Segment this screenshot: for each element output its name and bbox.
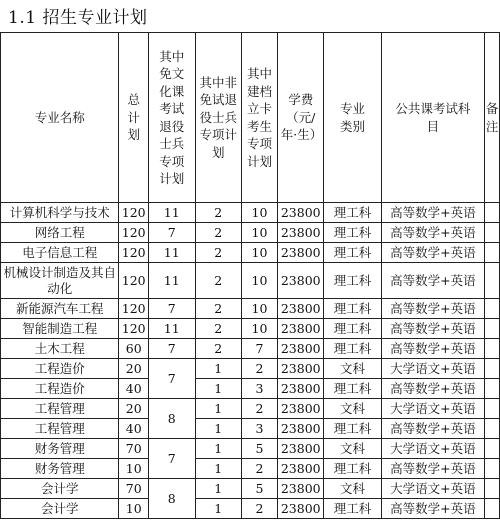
cell-category: 文科 xyxy=(324,479,381,499)
cell-nonexempt-veteran: 2 xyxy=(195,203,242,223)
cell-category: 理工科 xyxy=(324,263,381,299)
table-row xyxy=(1,359,500,379)
cell-fee: 23800 xyxy=(277,419,324,439)
cell-fee: 23800 xyxy=(277,339,324,359)
cell-category: 理工科 xyxy=(324,319,381,339)
cell-card-filed: 10 xyxy=(242,263,278,299)
cell-category: 理工科 xyxy=(324,203,381,223)
cell-total: 10 xyxy=(119,499,149,519)
cell-exempt-veteran: 7 xyxy=(149,339,196,359)
cell-fee: 23800 xyxy=(277,399,324,419)
cell-total: 120 xyxy=(119,299,149,319)
table-row xyxy=(1,299,500,319)
header-note: 备注 xyxy=(485,33,500,203)
table-row xyxy=(1,399,500,419)
cell-exempt-veteran: 7 xyxy=(149,223,196,243)
cell-note xyxy=(485,379,500,399)
cell-exam-subjects: 高等数学+英语 xyxy=(381,379,485,399)
cell-exam-subjects: 高等数学+英语 xyxy=(381,319,485,339)
table-row xyxy=(1,379,500,399)
cell-total: 120 xyxy=(119,223,149,243)
cell-nonexempt-veteran: 2 xyxy=(195,319,242,339)
cell-total: 120 xyxy=(119,319,149,339)
cell-exempt-veteran: 7 xyxy=(149,299,196,319)
cell-major: 工程管理 xyxy=(1,399,119,419)
cell-note xyxy=(485,419,500,439)
cell-fee: 23800 xyxy=(277,359,324,379)
cell-category: 理工科 xyxy=(324,339,381,359)
header-exam-subjects: 公共课考试科目 xyxy=(381,33,485,203)
cell-nonexempt-veteran: 1 xyxy=(195,359,242,379)
enrollment-plan-table xyxy=(0,32,500,519)
table-row xyxy=(1,203,500,223)
header-major: 专业名称 xyxy=(1,33,119,203)
cell-exam-subjects: 大学语文+英语 xyxy=(381,479,485,499)
cell-card-filed: 10 xyxy=(242,243,278,263)
cell-major: 财务管理 xyxy=(1,439,119,459)
cell-fee: 23800 xyxy=(277,439,324,459)
cell-note xyxy=(485,399,500,419)
cell-nonexempt-veteran: 1 xyxy=(195,479,242,499)
cell-note xyxy=(485,243,500,263)
cell-major: 会计学 xyxy=(1,479,119,499)
cell-nonexempt-veteran: 1 xyxy=(195,499,242,519)
cell-nonexempt-veteran: 2 xyxy=(195,339,242,359)
cell-major: 新能源汽车工程 xyxy=(1,299,119,319)
cell-exam-subjects: 高等数学+英语 xyxy=(381,299,485,319)
cell-major: 工程造价 xyxy=(1,379,119,399)
cell-major: 财务管理 xyxy=(1,459,119,479)
cell-exempt-veteran: 11 xyxy=(149,243,196,263)
cell-card-filed: 2 xyxy=(242,459,278,479)
cell-category: 文科 xyxy=(324,399,381,419)
cell-card-filed: 2 xyxy=(242,399,278,419)
cell-exempt-veteran: 11 xyxy=(149,319,196,339)
cell-total: 40 xyxy=(119,419,149,439)
cell-nonexempt-veteran: 1 xyxy=(195,419,242,439)
cell-note xyxy=(485,223,500,243)
cell-major: 土木工程 xyxy=(1,339,119,359)
cell-exam-subjects: 高等数学+英语 xyxy=(381,459,485,479)
cell-card-filed: 10 xyxy=(242,299,278,319)
cell-nonexempt-veteran: 2 xyxy=(195,263,242,299)
cell-total: 20 xyxy=(119,399,149,419)
cell-fee: 23800 xyxy=(277,263,324,299)
table-row xyxy=(1,459,500,479)
cell-category: 理工科 xyxy=(324,459,381,479)
cell-total: 120 xyxy=(119,203,149,223)
cell-note xyxy=(485,359,500,379)
cell-note xyxy=(485,263,500,299)
cell-fee: 23800 xyxy=(277,459,324,479)
cell-nonexempt-veteran: 1 xyxy=(195,379,242,399)
cell-nonexempt-veteran: 2 xyxy=(195,223,242,243)
cell-note xyxy=(485,203,500,223)
cell-exam-subjects: 大学语文+英语 xyxy=(381,399,485,419)
header-exempt-veteran: 其中免文化课考试退役士兵专项计划 xyxy=(149,33,196,203)
cell-major: 工程管理 xyxy=(1,419,119,439)
header-category: 专业类别 xyxy=(324,33,381,203)
cell-note xyxy=(485,459,500,479)
cell-exempt-veteran: 8 xyxy=(149,479,196,519)
cell-total: 70 xyxy=(119,439,149,459)
cell-category: 理工科 xyxy=(324,299,381,319)
cell-fee: 23800 xyxy=(277,223,324,243)
cell-fee: 23800 xyxy=(277,319,324,339)
cell-total: 120 xyxy=(119,263,149,299)
cell-major: 会计学 xyxy=(1,499,119,519)
table-row xyxy=(1,319,500,339)
cell-note xyxy=(485,499,500,519)
table-row xyxy=(1,223,500,243)
table-header-row xyxy=(1,33,500,203)
cell-exempt-veteran: 11 xyxy=(149,203,196,223)
table-row xyxy=(1,419,500,439)
header-total: 总计划 xyxy=(119,33,149,203)
cell-fee: 23800 xyxy=(277,479,324,499)
cell-category: 文科 xyxy=(324,359,381,379)
cell-exam-subjects: 高等数学+英语 xyxy=(381,263,485,299)
cell-fee: 23800 xyxy=(277,379,324,399)
cell-exempt-veteran: 8 xyxy=(149,399,196,439)
cell-fee: 23800 xyxy=(277,499,324,519)
cell-major: 工程造价 xyxy=(1,359,119,379)
cell-card-filed: 2 xyxy=(242,499,278,519)
cell-nonexempt-veteran: 1 xyxy=(195,459,242,479)
table-row xyxy=(1,439,500,459)
cell-fee: 23800 xyxy=(277,243,324,263)
header-card-filed: 其中建档立卡考生专项计划 xyxy=(242,33,278,203)
cell-fee: 23800 xyxy=(277,203,324,223)
cell-exempt-veteran: 11 xyxy=(149,263,196,299)
cell-fee: 23800 xyxy=(277,299,324,319)
cell-card-filed: 10 xyxy=(242,319,278,339)
cell-nonexempt-veteran: 1 xyxy=(195,439,242,459)
cell-major: 机械设计制造及其自动化 xyxy=(1,263,119,299)
cell-card-filed: 5 xyxy=(242,479,278,499)
cell-category: 理工科 xyxy=(324,499,381,519)
cell-nonexempt-veteran: 2 xyxy=(195,299,242,319)
cell-total: 20 xyxy=(119,359,149,379)
cell-card-filed: 7 xyxy=(242,339,278,359)
header-fee: 学费（元/年·生） xyxy=(277,33,324,203)
cell-exam-subjects: 高等数学+英语 xyxy=(381,499,485,519)
cell-exam-subjects: 高等数学+英语 xyxy=(381,243,485,263)
table-row xyxy=(1,499,500,519)
cell-exam-subjects: 高等数学+英语 xyxy=(381,223,485,243)
cell-card-filed: 10 xyxy=(242,223,278,243)
cell-category: 理工科 xyxy=(324,223,381,243)
cell-category: 理工科 xyxy=(324,243,381,263)
cell-card-filed: 3 xyxy=(242,379,278,399)
cell-exam-subjects: 大学语文+英语 xyxy=(381,439,485,459)
cell-exam-subjects: 大学语文+英语 xyxy=(381,359,485,379)
table-row xyxy=(1,263,500,299)
table-row xyxy=(1,243,500,263)
cell-exam-subjects: 高等数学+英语 xyxy=(381,339,485,359)
cell-major: 智能制造工程 xyxy=(1,319,119,339)
cell-card-filed: 10 xyxy=(242,203,278,223)
cell-total: 10 xyxy=(119,459,149,479)
cell-exempt-veteran: 7 xyxy=(149,439,196,479)
cell-note xyxy=(485,299,500,319)
cell-major: 网络工程 xyxy=(1,223,119,243)
cell-exam-subjects: 高等数学+英语 xyxy=(381,419,485,439)
cell-major: 计算机科学与技术 xyxy=(1,203,119,223)
cell-category: 文科 xyxy=(324,439,381,459)
table-row xyxy=(1,479,500,499)
cell-card-filed: 3 xyxy=(242,419,278,439)
header-nonexempt-veteran: 其中非免试退役士兵专项计划 xyxy=(195,33,242,203)
cell-total: 40 xyxy=(119,379,149,399)
cell-major: 电子信息工程 xyxy=(1,243,119,263)
cell-total: 70 xyxy=(119,479,149,499)
cell-nonexempt-veteran: 2 xyxy=(195,243,242,263)
cell-nonexempt-veteran: 1 xyxy=(195,399,242,419)
cell-note xyxy=(485,479,500,499)
cell-category: 理工科 xyxy=(324,419,381,439)
cell-exam-subjects: 高等数学+英语 xyxy=(381,203,485,223)
cell-total: 120 xyxy=(119,243,149,263)
cell-category: 理工科 xyxy=(324,379,381,399)
cell-total: 60 xyxy=(119,339,149,359)
cell-exempt-veteran: 7 xyxy=(149,359,196,399)
table-row xyxy=(1,339,500,359)
cell-card-filed: 2 xyxy=(242,359,278,379)
section-title: 1.1 招生专业计划 xyxy=(8,8,148,28)
cell-note xyxy=(485,439,500,459)
cell-note xyxy=(485,319,500,339)
cell-card-filed: 5 xyxy=(242,439,278,459)
cell-note xyxy=(485,339,500,359)
